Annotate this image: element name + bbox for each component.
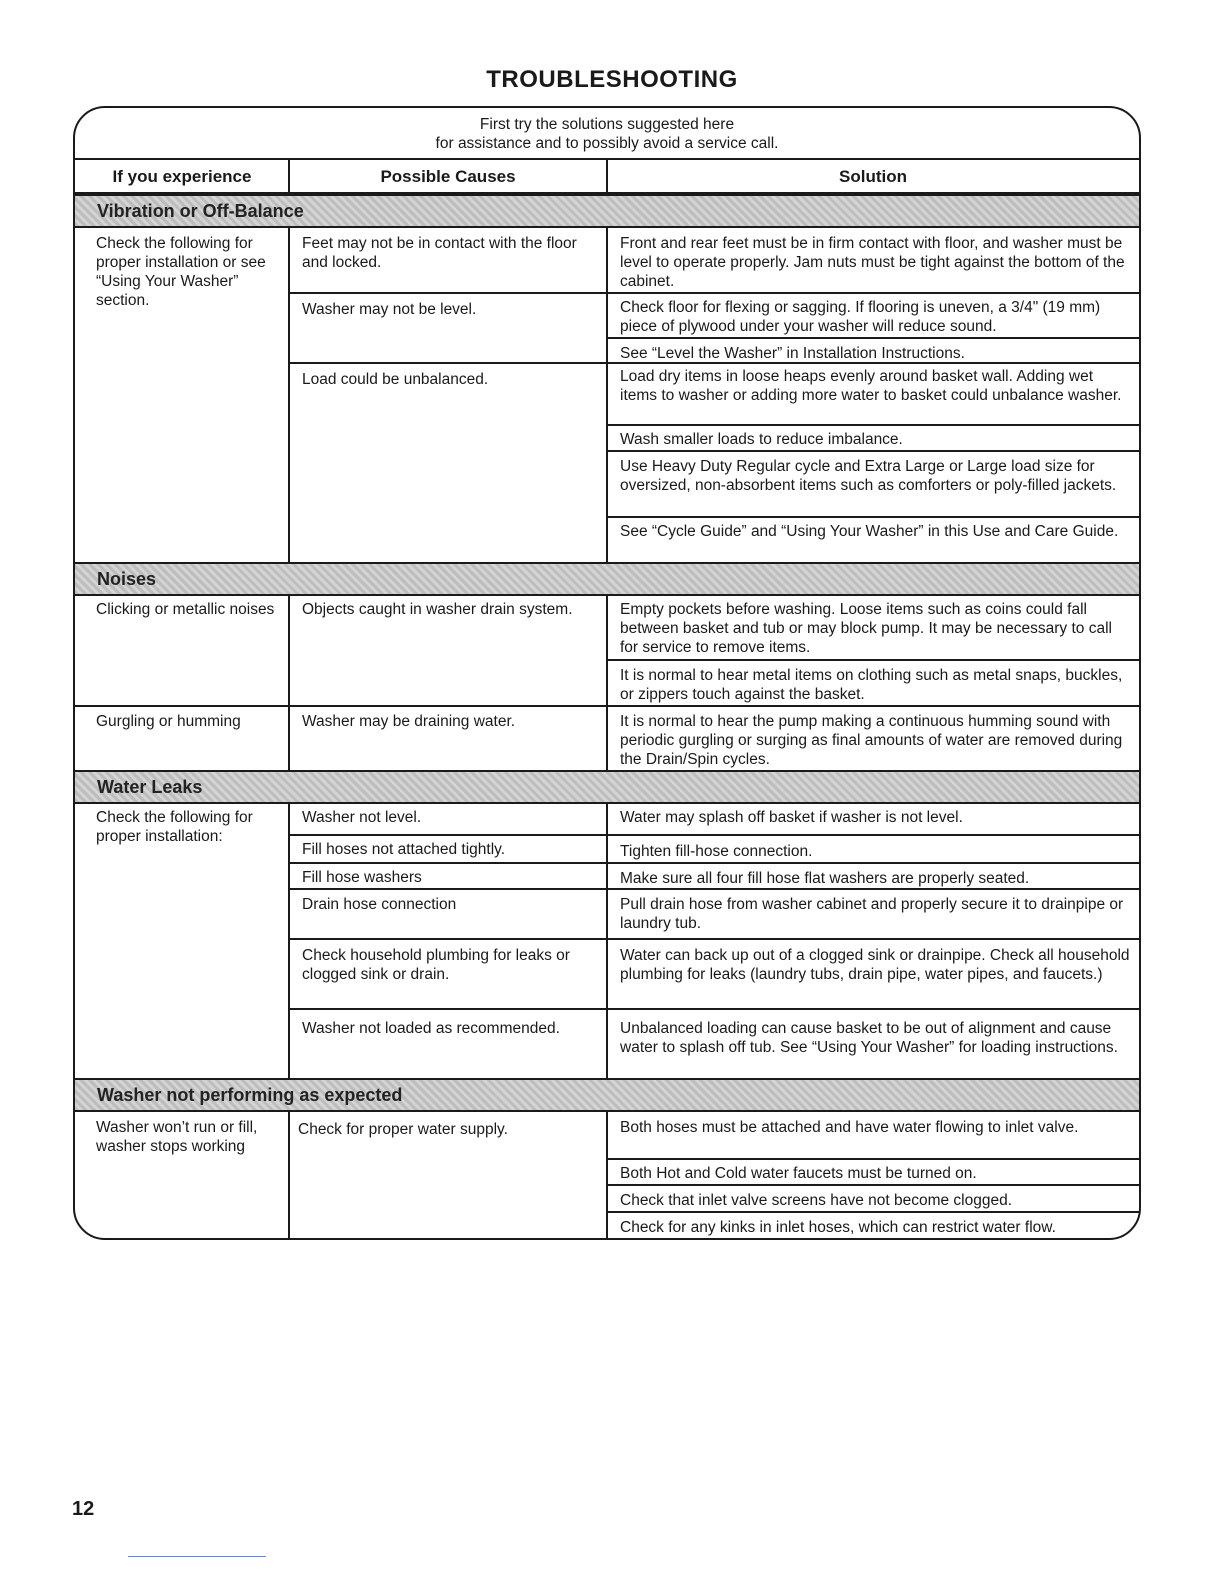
solution-cell: Pull drain hose from washer cabinet and properly secure it to drainpipe or laundry tub. [620, 896, 1124, 932]
experience-cell: Gurgling or humming [96, 713, 241, 730]
solution-cell: Load dry items in loose heaps evenly around basket wall. Adding wet items to washer or adding more water to basket could unbalance washer. [620, 368, 1122, 404]
cause-cell: Load could be unbalanced. [302, 371, 489, 388]
section-bar-vibration: Vibration or Off-Balance [75, 194, 1139, 228]
solution-cell: It is normal to hear metal items on clothing such as metal snaps, buckles, or zippers touch against the basket. [620, 667, 1123, 703]
cause-cell: Fill hoses not attached tightly. [302, 841, 506, 858]
column-divider [288, 596, 290, 772]
intro-line-2: for assistance and to possibly avoid a service call. [435, 135, 779, 152]
page-title: TROUBLESHOOTING [486, 66, 738, 93]
row-divider [607, 1211, 1139, 1213]
header-experience: If you experience [75, 160, 289, 194]
solution-cell: See “Cycle Guide” and “Using Your Washer” in this Use and Care Guide. [620, 523, 1119, 540]
row-divider [607, 516, 1139, 518]
section-bar-noises: Noises [75, 562, 1139, 596]
header-divider [606, 160, 608, 194]
cause-cell: Washer not loaded as recommended. [302, 1020, 560, 1037]
row-divider [75, 705, 1139, 707]
cause-cell: Check for proper water supply. [298, 1121, 508, 1138]
header-divider [288, 160, 290, 194]
row-divider [607, 1184, 1139, 1186]
row-divider [607, 337, 1139, 339]
row-divider [289, 938, 1139, 940]
row-divider [289, 1008, 1139, 1010]
cause-cell: Drain hose connection [302, 896, 457, 913]
column-divider [288, 228, 290, 562]
solution-cell: Unbalanced loading can cause basket to be out of alignment and cause water to splash off tub. See “Using Your Washer” for loading instructions. [620, 1020, 1118, 1056]
solution-cell: It is normal to hear the pump making a continuous humming sound with periodic gurgling or surging as final amounts of water are removed during the Drain/Spin cycles. [620, 713, 1123, 768]
solution-cell: Water may splash off basket if washer is not level. [620, 809, 963, 826]
solution-cell: Water can back up out of a clogged sink or drainpipe. Check all household plumbing for leaks (laundry tubs, drain pipe, water pipes, and faucets.) [620, 947, 1130, 983]
solution-cell: Check that inlet valve screens have not become clogged. [620, 1192, 1013, 1209]
row-divider [607, 450, 1139, 452]
cause-cell: Feet may not be in contact with the floor and locked. [302, 235, 577, 271]
page-number: 12 [72, 1498, 95, 1520]
solution-cell: Check for any kinks in inlet hoses, which can restrict water flow. [620, 1219, 1056, 1236]
solution-cell: Both Hot and Cold water faucets must be turned on. [620, 1165, 977, 1182]
solution-cell: Front and rear feet must be in firm contact with floor, and washer must be level to operate properly. Jam nuts must be tight against the bottom of the cabinet. [620, 235, 1125, 290]
section-bar-water-leaks: Water Leaks [75, 770, 1139, 804]
row-divider [607, 424, 1139, 426]
experience-cell: Check the following for proper installation: [96, 809, 253, 845]
solution-cell: Use Heavy Duty Regular cycle and Extra Large or Large load size for oversized, non-absorbent items such as comforters or poly-filled jackets. [620, 458, 1117, 494]
solution-cell: See “Level the Washer” in Installation Instructions. [620, 345, 965, 362]
header-causes: Possible Causes [289, 160, 607, 194]
solution-cell: Check floor for flexing or sagging. If flooring is uneven, a 3/4" (19 mm) piece of plywood under your washer will reduce sound. [620, 299, 1101, 335]
solution-cell: Both hoses must be attached and have water flowing to inlet valve. [620, 1119, 1079, 1136]
cause-cell: Washer may not be level. [302, 301, 477, 318]
header-solution: Solution [607, 160, 1139, 194]
experience-cell: Clicking or metallic noises [96, 601, 275, 618]
cause-cell: Washer may be draining water. [302, 713, 516, 730]
solution-cell: Wash smaller loads to reduce imbalance. [620, 431, 903, 448]
row-divider [289, 862, 1139, 864]
row-divider [289, 834, 1139, 836]
intro-text [75, 108, 1139, 160]
section-bar-washer-not-performing: Washer not performing as expected [75, 1078, 1139, 1112]
row-divider [607, 659, 1139, 661]
row-divider [607, 1158, 1139, 1160]
row-divider [289, 292, 1139, 294]
experience-cell: Check the following for proper installation or see “Using Your Washer” section. [96, 235, 266, 309]
solution-cell: Make sure all four fill hose flat washers are properly seated. [620, 870, 1030, 887]
solution-cell: Empty pockets before washing. Loose items such as coins could fall between basket and tub or may block pump. It may be necessary to call for service to remove items. [620, 601, 1112, 656]
solution-cell: Tighten fill-hose connection. [620, 843, 813, 860]
intro-line-1: First try the solutions suggested here [479, 116, 735, 133]
experience-cell: Washer won’t run or fill, washer stops working [96, 1119, 258, 1155]
cause-cell: Check household plumbing for leaks or clogged sink or drain. [302, 947, 570, 983]
cause-cell: Fill hose washers [302, 869, 422, 886]
cause-cell: Objects caught in washer drain system. [302, 601, 573, 618]
row-divider [289, 888, 1139, 890]
cause-cell: Washer not level. [302, 809, 422, 826]
footer-rule [128, 1556, 266, 1557]
row-divider [289, 362, 1139, 364]
